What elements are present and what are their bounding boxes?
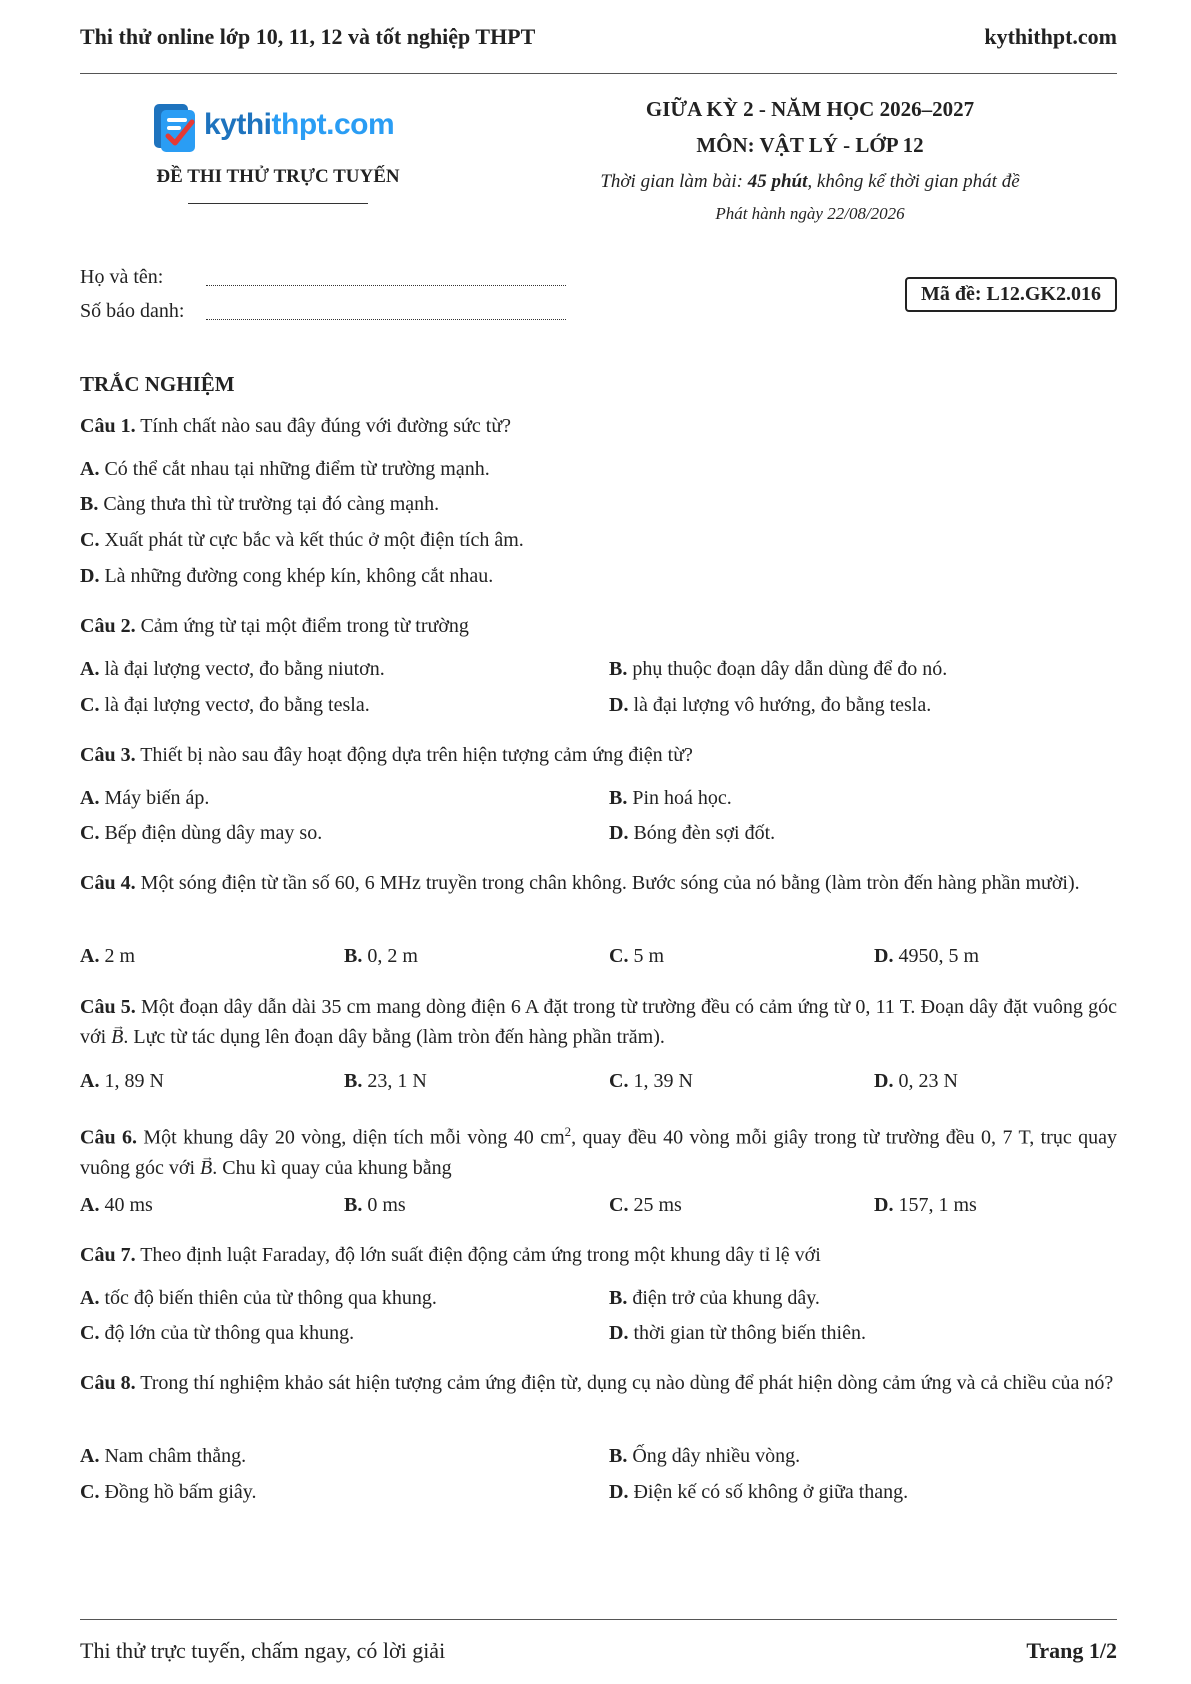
q2-option-a[interactable]: [80, 654, 385, 684]
question-4: [80, 868, 1117, 898]
duration-suffix: , không kể thời gian phát đề: [807, 171, 1020, 192]
option-label: D.: [609, 822, 629, 844]
option-label: B.: [609, 658, 628, 680]
q2-option-c[interactable]: [80, 690, 370, 720]
q3-option-b[interactable]: [609, 783, 732, 813]
option-text: 0 ms: [367, 1194, 406, 1216]
question-5: [80, 992, 1117, 1052]
option-text: 5 m: [633, 945, 665, 967]
option-label: B.: [344, 945, 363, 967]
q8-option-c[interactable]: [80, 1477, 256, 1507]
question-text: Cảm ứng từ tại một điểm trong từ trường: [140, 615, 469, 637]
option-text: tốc độ biến thiên của từ thông qua khung.: [104, 1287, 437, 1309]
candidate-id-label: Số báo danh:: [80, 300, 185, 322]
option-label: D.: [874, 945, 894, 967]
option-label: D.: [609, 1322, 629, 1344]
question-6: [80, 1117, 1117, 1183]
q7-option-b[interactable]: [609, 1283, 820, 1313]
question-text-part: . Chu kì quay của khung bằng: [212, 1156, 452, 1179]
option-label: C.: [80, 694, 100, 716]
q2-option-d[interactable]: [609, 690, 931, 720]
option-label: A.: [80, 1445, 100, 1467]
q1-option-a[interactable]: [80, 454, 490, 484]
q1-option-b[interactable]: [80, 489, 439, 519]
option-text: là đại lượng vô hướng, đo bằng tesla.: [633, 694, 932, 716]
option-label: D.: [609, 694, 629, 716]
question-text: Tính chất nào sau đây đúng với đường sức từ?: [140, 415, 512, 437]
option-text: Pin hoá học.: [632, 787, 732, 809]
question-label: Câu 8.: [80, 1372, 136, 1394]
option-label: B.: [609, 1287, 628, 1309]
q6-option-b[interactable]: [344, 1190, 406, 1220]
question-text-part: , quay đều 40 vòng mỗi giây trong từ trường đều 0, 7 T, trục quay vuông góc với: [80, 1126, 1117, 1179]
option-label: A.: [80, 1287, 100, 1309]
option-text: thời gian từ thông biến thiên.: [633, 1322, 866, 1344]
option-label: D.: [874, 1070, 894, 1092]
option-label: C.: [80, 1481, 100, 1503]
question-text-part: Một đoạn dây dẫn dài 35 cm mang dòng điện 6 A đặt trong từ trường đều có cảm ứng từ 0, 11 T. Đoạn dây đặt vuông góc với: [80, 996, 1117, 1048]
option-text: độ lớn của từ thông qua khung.: [104, 1322, 355, 1344]
option-label: D.: [874, 1194, 894, 1216]
question-label: Câu 3.: [80, 744, 136, 766]
q6-option-c[interactable]: [609, 1190, 682, 1220]
option-label: D.: [609, 1481, 629, 1503]
q8-option-d[interactable]: [609, 1477, 908, 1507]
exam-type-subtitle: ĐỀ THI THỬ TRỰC TUYẾN: [156, 166, 400, 187]
option-label: B.: [80, 493, 99, 515]
option-label: A.: [80, 1070, 100, 1092]
q4-option-a[interactable]: [80, 941, 135, 971]
question-3: [80, 740, 1117, 770]
logo-icon: [152, 100, 202, 154]
q7-option-d[interactable]: [609, 1318, 866, 1348]
option-text: 4950, 5 m: [898, 945, 980, 967]
header-left-text: Thi thử online lớp 10, 11, 12 và tốt nghiệp THPT: [80, 24, 536, 49]
option-text: Đồng hồ bấm giây.: [104, 1481, 257, 1503]
option-label: C.: [80, 822, 100, 844]
option-text: là đại lượng vectơ, đo bằng tesla.: [104, 694, 370, 716]
page-number: Trang 1/2: [1026, 1638, 1117, 1663]
option-text: Nam châm thẳng.: [104, 1445, 247, 1467]
logo-text-accent: thpt.com: [271, 108, 395, 141]
section-title: TRẮC NGHIỆM: [80, 372, 235, 396]
q1-option-d[interactable]: [80, 561, 493, 591]
option-text: Ống dây nhiều vòng.: [632, 1445, 801, 1467]
option-text: 1, 39 N: [633, 1070, 693, 1092]
option-text: Điện kế có số không ở giữa thang.: [633, 1481, 909, 1503]
q5-option-a[interactable]: [80, 1066, 164, 1096]
exam-code-box: Mã đề: L12.GK2.016: [905, 277, 1117, 312]
question-8: [80, 1368, 1117, 1398]
question-text: Trong thí nghiệm khảo sát hiện tượng cảm ứng điện từ, dụng cụ nào dùng để phát hiện dòng cảm ứng và cả chiều của nó?: [140, 1372, 1114, 1394]
candidate-id-field[interactable]: [206, 302, 566, 320]
q5-option-d[interactable]: [874, 1066, 958, 1096]
site-logo[interactable]: [152, 100, 412, 156]
logo-wordmark: [204, 108, 394, 142]
footer-divider: [80, 1619, 1117, 1620]
release-date: Phát hành ngày 22/08/2026: [715, 204, 905, 223]
header-divider: [80, 73, 1117, 74]
question-label: Câu 1.: [80, 415, 136, 437]
question-text: Một sóng điện từ tần số 60, 6 MHz truyền trong chân không. Bước sóng của nó bằng (làm tròn đến hàng phần mười).: [140, 872, 1080, 894]
option-text: Là những đường cong khép kín, không cắt nhau.: [104, 565, 494, 587]
q5-option-c[interactable]: [609, 1066, 693, 1096]
duration-prefix: Thời gian làm bài:: [600, 171, 748, 192]
option-text: 0, 2 m: [367, 945, 418, 967]
question-label: Câu 4.: [80, 872, 136, 894]
question-text: Thiết bị nào sau đây hoạt động dựa trên hiện tượng cảm ứng điện từ?: [140, 744, 693, 766]
question-label: Câu 2.: [80, 615, 136, 637]
logo-text-main: kythi: [204, 108, 272, 141]
option-label: A.: [80, 658, 100, 680]
option-label: B.: [609, 787, 628, 809]
header-site-link[interactable]: kythithpt.com: [984, 24, 1117, 49]
question-text-part: Một khung dây 20 vòng, diện tích mỗi vòng 40 cm: [143, 1126, 565, 1149]
option-text: phụ thuộc đoạn dây dẫn dùng để đo nó.: [632, 658, 948, 680]
option-text: 2 m: [104, 945, 136, 967]
option-label: C.: [80, 1322, 100, 1344]
option-text: Bếp điện dùng dây may so.: [104, 822, 323, 844]
option-text: Máy biến áp.: [104, 787, 210, 809]
exam-duration: [560, 171, 1060, 193]
q8-option-a[interactable]: [80, 1441, 246, 1471]
option-label: C.: [609, 1194, 629, 1216]
option-text: là đại lượng vectơ, đo bằng niutơn.: [104, 658, 385, 680]
option-text: 40 ms: [104, 1194, 153, 1216]
vector-symbol: → B: [200, 1157, 212, 1179]
q3-option-a[interactable]: [80, 783, 209, 813]
name-field[interactable]: [206, 268, 566, 286]
q7-option-c[interactable]: [80, 1318, 354, 1348]
q4-option-b[interactable]: [344, 941, 418, 971]
option-label: C.: [609, 1070, 629, 1092]
option-label: A.: [80, 458, 100, 480]
q5-option-b[interactable]: [344, 1066, 427, 1096]
subtitle-underline: [188, 203, 368, 204]
footer-left-text: Thi thử trực tuyến, chấm ngay, có lời giải: [80, 1638, 446, 1663]
question-2: [80, 611, 1117, 641]
option-label: C.: [80, 529, 100, 551]
name-label: Họ và tên:: [80, 266, 164, 288]
exam-term-title: GIỮA KỲ 2 - NĂM HỌC 2026–2027: [645, 97, 975, 121]
option-label: B.: [609, 1445, 628, 1467]
option-text: 157, 1 ms: [898, 1194, 977, 1216]
q8-option-b[interactable]: [609, 1441, 800, 1471]
superscript: 2: [564, 1124, 572, 1139]
option-text: Bóng đèn sợi đốt.: [633, 822, 776, 844]
option-text: điện trở của khung dây.: [632, 1287, 820, 1309]
option-label: C.: [609, 945, 629, 967]
option-label: A.: [80, 1194, 100, 1216]
question-label: Câu 5.: [80, 996, 136, 1018]
q3-option-d[interactable]: [609, 818, 775, 848]
q1-option-c[interactable]: [80, 525, 524, 555]
question-label: Câu 6.: [80, 1126, 137, 1149]
option-text: 0, 23 N: [898, 1070, 958, 1092]
q2-option-b[interactable]: [609, 654, 947, 684]
q6-option-a[interactable]: [80, 1190, 153, 1220]
q7-option-a[interactable]: [80, 1283, 437, 1313]
q4-option-c[interactable]: [609, 941, 664, 971]
option-text: Có thể cắt nhau tại những điểm từ trường mạnh.: [104, 458, 490, 480]
option-label: D.: [80, 565, 100, 587]
option-text: 23, 1 N: [367, 1070, 427, 1092]
q3-option-c[interactable]: [80, 818, 322, 848]
question-text: Theo định luật Faraday, độ lớn suất điện động cảm ứng trong một khung dây tỉ lệ với: [140, 1244, 821, 1266]
q6-option-d[interactable]: [874, 1190, 977, 1220]
vector-symbol: → B: [111, 1026, 123, 1048]
q4-option-d[interactable]: [874, 941, 979, 971]
option-label: B.: [344, 1070, 363, 1092]
question-1: [80, 411, 1117, 441]
question-text-part: . Lực từ tác dụng lên đoạn dây bằng (làm tròn đến hàng phần trăm).: [123, 1026, 665, 1048]
option-text: Càng thưa thì từ trường tại đó càng mạnh.: [103, 493, 440, 515]
option-text: Xuất phát từ cực bắc và kết thúc ở một điện tích âm.: [104, 529, 524, 551]
option-text: 25 ms: [633, 1194, 682, 1216]
option-label: A.: [80, 945, 100, 967]
option-label: B.: [344, 1194, 363, 1216]
option-text: 1, 89 N: [104, 1070, 164, 1092]
duration-value: 45 phút: [747, 171, 808, 192]
question-label: Câu 7.: [80, 1244, 136, 1266]
option-label: A.: [80, 787, 100, 809]
question-7: [80, 1240, 1117, 1270]
exam-subject-title: MÔN: VẬT LÝ - LỚP 12: [696, 133, 924, 157]
